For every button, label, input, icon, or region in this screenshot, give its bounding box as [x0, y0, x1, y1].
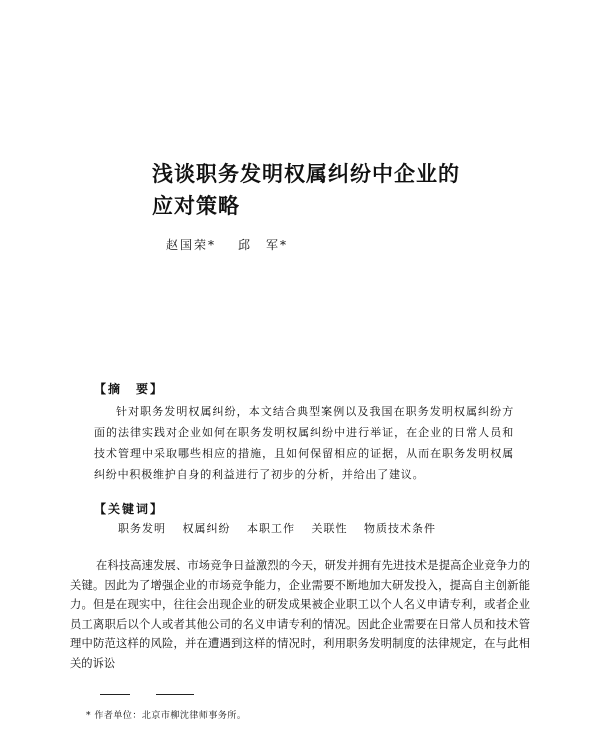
keyword: 权属纠纷 [182, 522, 231, 535]
title-line-2: 应对策略 [152, 194, 240, 218]
article-title [152, 158, 492, 222]
keywords-list [118, 520, 448, 536]
footnote-rule [156, 694, 194, 695]
keyword: 本职工作 [247, 522, 295, 535]
footnote: * 作者单位：北京市柳沈律师事务所。 [86, 711, 247, 721]
keyword: 物质技术条件 [364, 522, 436, 535]
title-line-1: 浅谈职务发明权属纠纷中企业的 [152, 162, 460, 186]
abstract-text: 针对职务发明权属纠纷，本文结合典型案例以及我国在职务发明权属纠纷方面的法律实践对企业如何在职务发明权属纠纷中进行举证，在企业的日常人员和技术管理中采取哪些相应的措施，且如何保留相应的证据，从而在职务发明权属纠纷中积极维护自身的利益进行了初步的分析，并给出了建议。 [94, 405, 514, 481]
keyword: 职务发明 [118, 522, 166, 535]
authors [166, 236, 288, 253]
body-paragraph: 在科技高速发展、市场竞争日益激烈的今天，研发并拥有先进技术是提高企业竞争力的关键。因此为了增强企业的市场竞争能力，企业需要不断地加大研发投入，提高自主创新能力。但是在现实中，往往会出现企业的研发成果被企业职工以个人名义申请专利，或者企业员工离职后以个人或者其他公司的名义申请专利的情况。因此企业需要在日常人员和技术管理中防范这样的风险，并在遭遇到这样的情况时，利用职务发明制度的法律规定，在与此相关的诉讼 [70, 559, 530, 670]
author-1: 赵国荣* [166, 238, 217, 252]
keywords-label: 【关键词】 [94, 502, 165, 516]
abstract-label: 【摘 要】 [94, 382, 165, 396]
author-2: 邱 军* [238, 238, 289, 252]
keyword: 关联性 [311, 522, 348, 535]
footnote-rule [100, 694, 130, 695]
